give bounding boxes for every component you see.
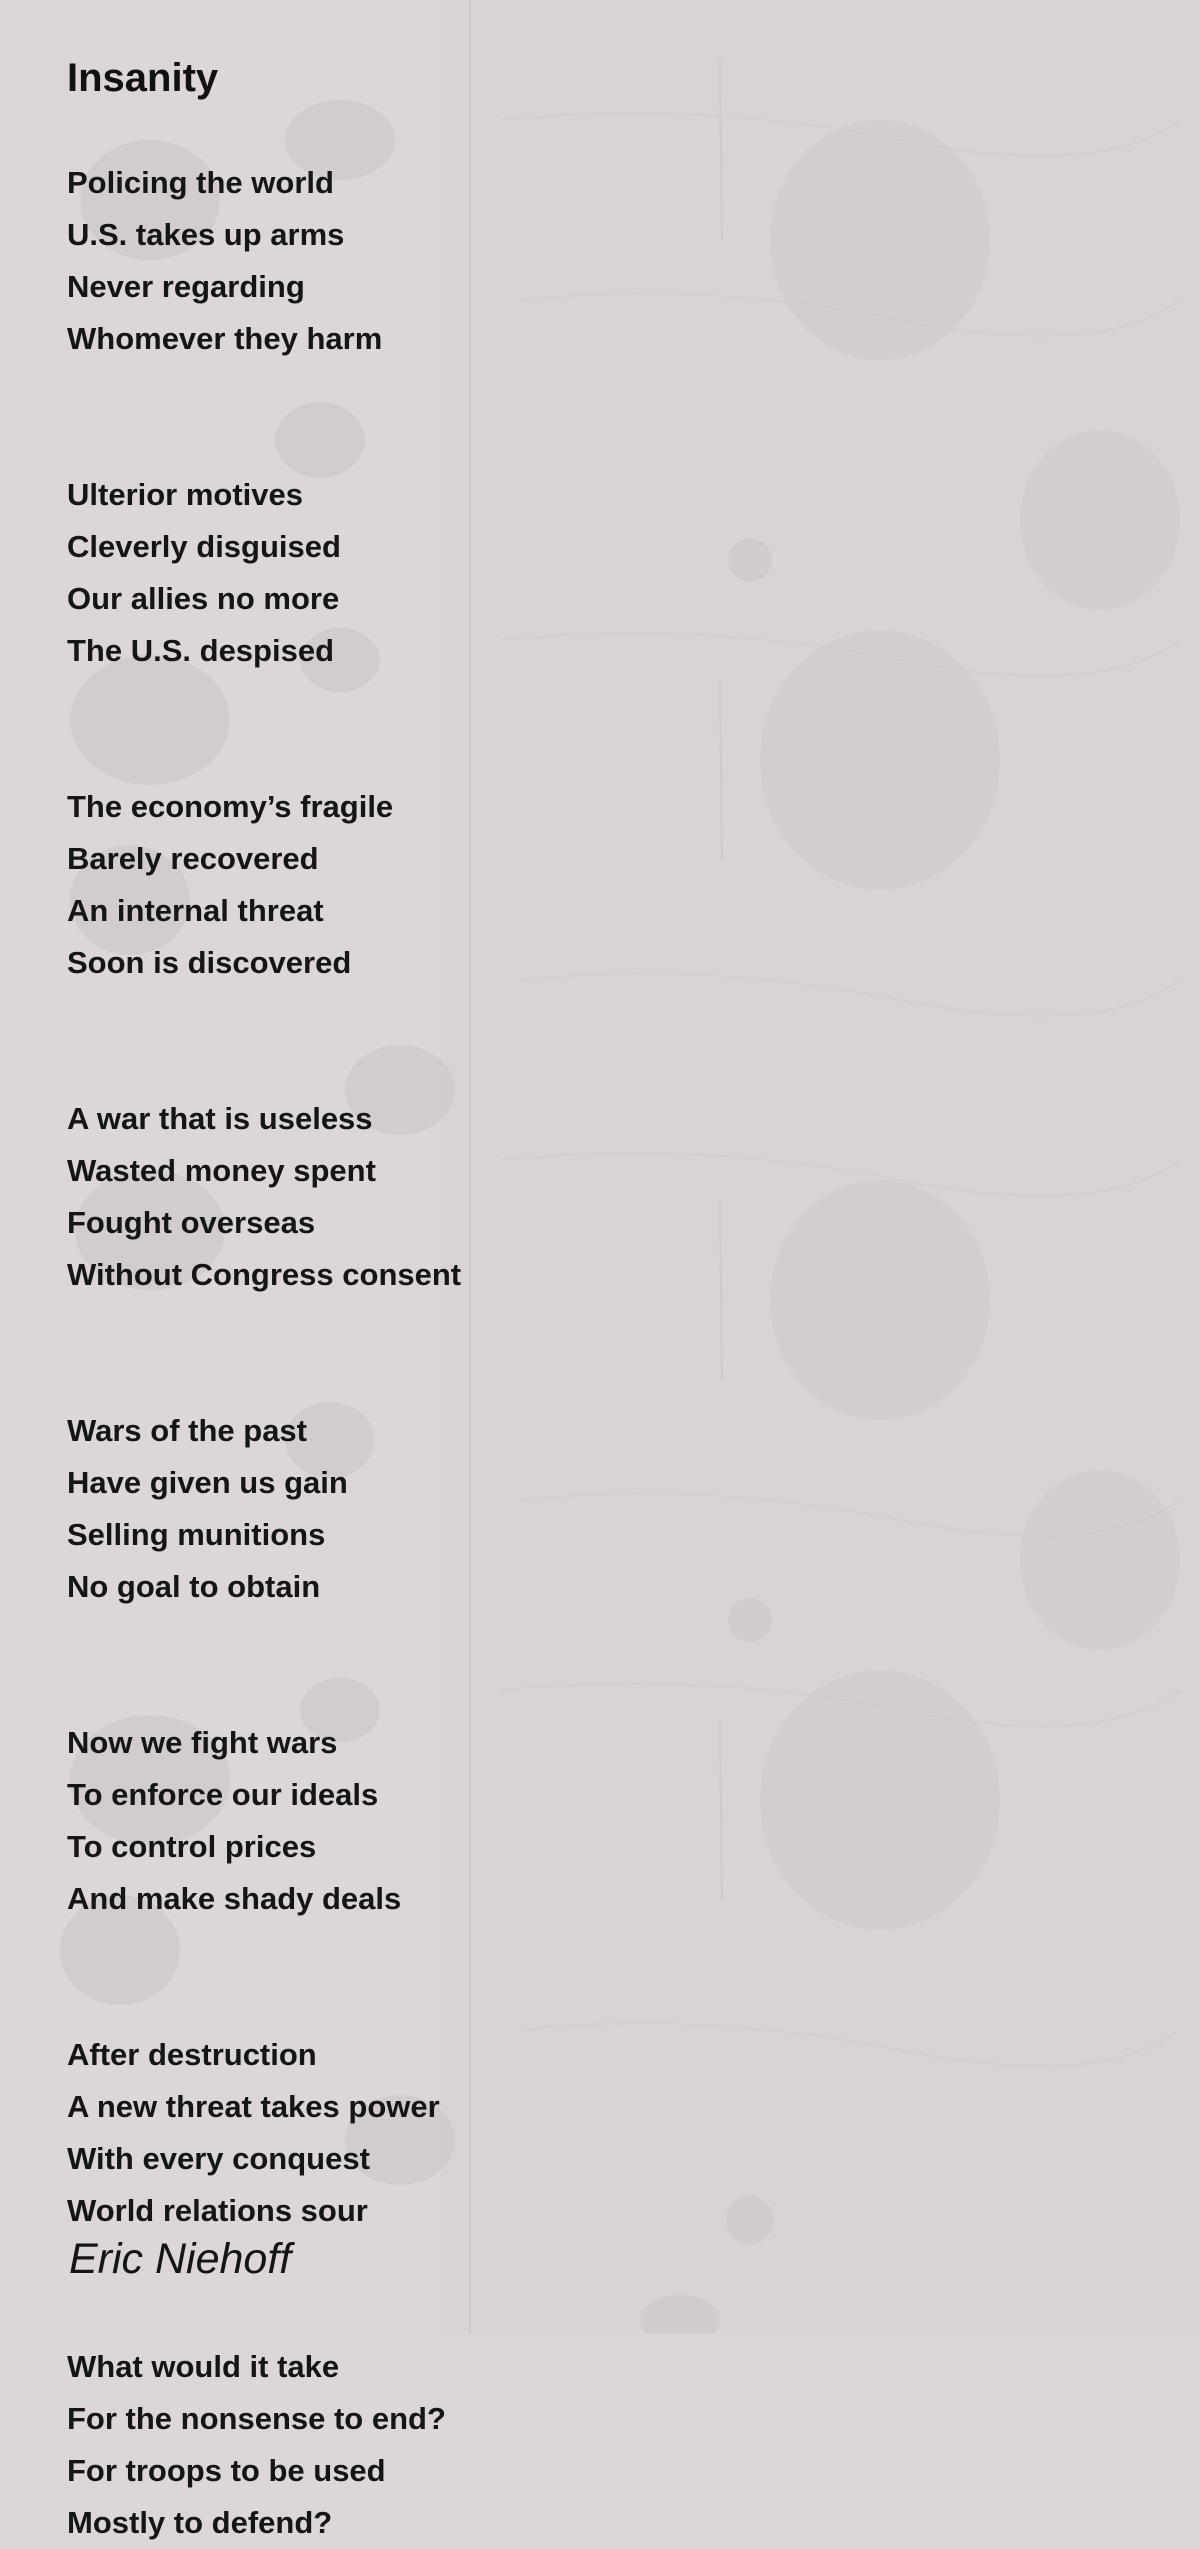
poem-line: An internal threat: [67, 893, 324, 928]
poem-line: Policing the world: [67, 165, 334, 200]
poem-line: Never regarding: [67, 269, 305, 304]
poem-line: Whomever they harm: [67, 321, 383, 356]
poem-line: Our allies no more: [67, 581, 340, 616]
poem-body: [67, 157, 1127, 2549]
poem-line: No goal to obtain: [67, 1569, 321, 1604]
poem-line: To control prices: [67, 1829, 317, 1864]
poem-container: [67, 50, 1127, 2549]
poem-line: With every conquest: [67, 2141, 370, 2176]
poem-line: Without Congress consent: [67, 1257, 462, 1292]
poem-line: Wars of the past: [67, 1413, 307, 1448]
poem-line: Cleverly disguised: [67, 529, 341, 564]
poem-line: A war that is useless: [67, 1101, 373, 1136]
poem-line: For troops to be used: [67, 2453, 386, 2488]
poem-line: Mostly to defend?: [67, 2505, 333, 2540]
poem-line: And make shady deals: [67, 1881, 402, 1916]
poem-line: The economy’s fragile: [67, 789, 394, 824]
stanza-8: [67, 2341, 1127, 2549]
poem-line: Now we fight wars: [67, 1725, 338, 1760]
poem-line: U.S. takes up arms: [67, 217, 345, 252]
stanza-3: [67, 781, 1127, 989]
poem-line: Selling munitions: [67, 1517, 326, 1552]
poem-line: For the nonsense to end?: [67, 2401, 446, 2436]
poem-line: A new threat takes power: [67, 2089, 440, 2124]
stanza-5: [67, 1405, 1127, 1613]
stanza-6: [67, 1717, 1127, 1925]
poem-line: Ulterior motives: [67, 477, 304, 512]
poem-line: What would it take: [67, 2349, 340, 2384]
poem-line: Fought overseas: [67, 1205, 316, 1240]
poem-line: Wasted money spent: [67, 1153, 376, 1188]
poem-line: Have given us gain: [67, 1465, 348, 1500]
poem-title: Insanity: [67, 56, 219, 100]
author-name: Eric Niehoff: [69, 2235, 292, 2283]
poem-line: After destruction: [67, 2037, 317, 2072]
stanza-4: [67, 1093, 1127, 1301]
poem-line: To enforce our ideals: [67, 1777, 379, 1812]
poem-line: Barely recovered: [67, 841, 319, 876]
poem-line: Soon is discovered: [67, 945, 352, 980]
poem-line: The U.S. despised: [67, 633, 335, 668]
stanza-2: [67, 469, 1127, 677]
poem-line: World relations sour: [67, 2193, 368, 2228]
stanza-7: [67, 2029, 1127, 2237]
stanza-1: [67, 157, 1127, 365]
